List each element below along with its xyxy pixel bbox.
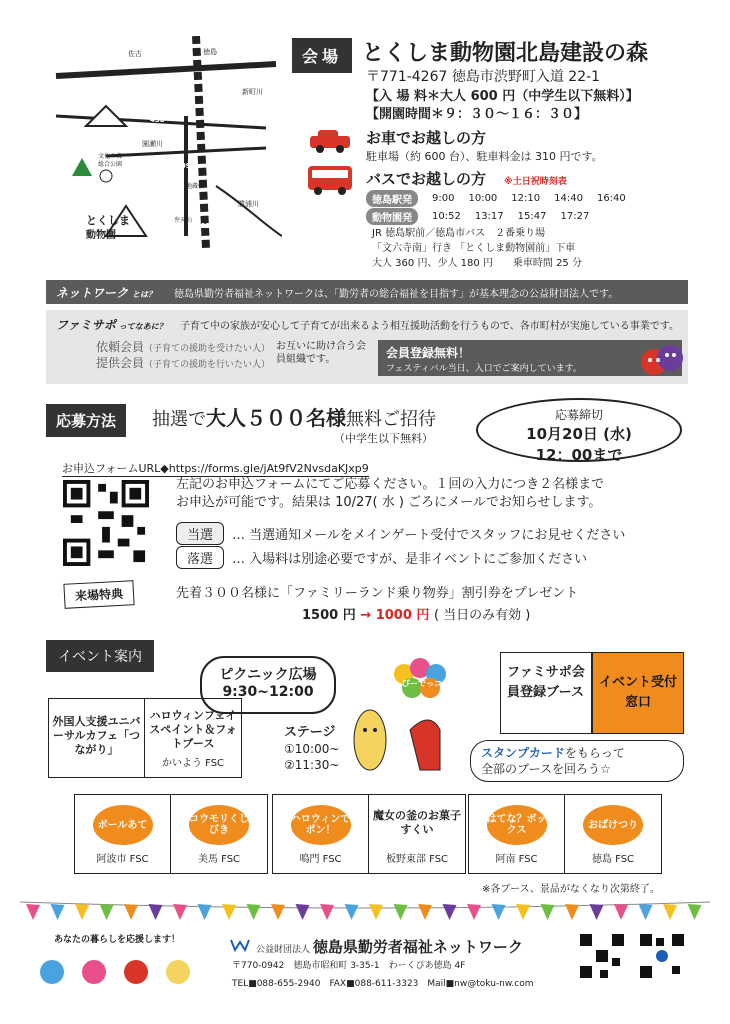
- bunting-flag: [467, 904, 481, 920]
- application-desc-line: 左記のお申込フォームにてご応募ください。１回の入力につき２名様まで: [176, 477, 605, 492]
- bus-time: 9:00: [432, 192, 455, 204]
- bus-info-line: 大人 360 円、少人 180 円 乗車時間 25 分: [372, 258, 582, 269]
- bus-timetable-row: [366, 190, 626, 206]
- famisapo-title: ファミサポ ってなあに？: [56, 318, 167, 332]
- booth-group: [74, 794, 268, 874]
- stage-title: ステージ: [284, 725, 336, 740]
- bus-timetable-row: [366, 208, 589, 224]
- bunting-flag: [320, 904, 334, 920]
- booth-item: [75, 795, 171, 873]
- deadline-head: 応募締切: [554, 408, 603, 422]
- bus-time: 16:40: [596, 192, 626, 204]
- pumpkin-icon: ハロウィンでポン！: [291, 805, 351, 845]
- win-text: … 当選通知メールをメインゲート受付でスタッフにお見せください: [232, 528, 626, 543]
- bunting-flag: [271, 904, 285, 920]
- car-icon: [308, 128, 352, 154]
- stage-time: ②11:30~: [284, 758, 340, 772]
- deadline-time: 12：00まで: [535, 446, 623, 464]
- bus-time: 15:47: [517, 210, 547, 222]
- bunting-flag: [100, 904, 114, 920]
- svg-text:212: 212: [196, 222, 211, 230]
- bunting-flag: [198, 904, 212, 920]
- svg-text:弁天山: 弁天山: [174, 217, 193, 224]
- svg-text:438: 438: [150, 116, 165, 124]
- bunting-flag: [296, 904, 310, 920]
- famisapo-role-requester: 依頼会員（子育ての援助を受けたい人）: [96, 340, 271, 354]
- svg-text:JR 徳島: JR 徳島: [194, 48, 218, 56]
- svg-text:園瀬川: 園瀬川: [142, 140, 163, 148]
- booth-group: [468, 794, 662, 874]
- booth-cafe: 外国人支援ユニバーサルカフェ「つながり」: [49, 699, 145, 777]
- bunting-flag: [663, 904, 677, 920]
- svg-text:勝浦川: 勝浦川: [238, 200, 259, 208]
- booth-item: [469, 795, 565, 873]
- picnic-title: ピクニック広場: [219, 667, 317, 683]
- network-band: [46, 280, 688, 304]
- bus-time: 14:40: [554, 192, 583, 204]
- registration-box: [378, 340, 682, 376]
- lose-tag: 落選: [176, 546, 224, 569]
- svg-text:55: 55: [222, 154, 232, 162]
- pumpkin-icon: はてな？ボックス: [487, 805, 547, 845]
- bunting-flag: [590, 904, 604, 920]
- svg-text:文化の森: 文化の森: [98, 153, 123, 160]
- bus-stop: 動物園発: [366, 208, 418, 225]
- org-address: 〒770-0942 徳島市昭和町 3-35-1 わーくぴあ徳島 4F: [232, 961, 466, 971]
- bunting-flag: [516, 904, 530, 920]
- venue-fee: 【入 場 料＊大人 600 円（中学生以下無料）】: [366, 89, 639, 104]
- balloon-text: ぴーでっコ: [402, 679, 442, 688]
- bunting-flag: [75, 904, 89, 920]
- deadline-date: 10月20日 (水): [526, 425, 632, 443]
- svg-text:地蔵橋: 地蔵橋: [186, 183, 205, 190]
- deadline-bubble: [476, 398, 682, 462]
- bunting-flag: [149, 904, 163, 920]
- bunting-flag: [443, 904, 457, 920]
- bunting-flag: [565, 904, 579, 920]
- bonus-text: 先着３００名様に「ファミリーランド乗り物券」割引券をプレゼント: [176, 586, 579, 601]
- qr-code-icon[interactable]: [62, 480, 150, 566]
- application-tag: 応募方法: [46, 404, 126, 437]
- mascots-icon: [36, 946, 216, 990]
- registration-desc: フェスティバル当日、入口でご案内しています。: [386, 364, 582, 374]
- stage-time: ①10:00~: [284, 742, 340, 756]
- bunting-flag: [394, 904, 408, 920]
- booth-item: [565, 795, 661, 873]
- bus-info: [372, 226, 582, 271]
- mascot-icon: [638, 336, 684, 378]
- venue-address: 〒771-4267 徳島市渋野町入道 22-1: [366, 69, 601, 85]
- bunting-flag: [173, 904, 187, 920]
- venue-name: とくしま動物園北島建設の森: [362, 41, 649, 66]
- famisapo-mutual: お互いに助け合う会員組織です。: [276, 341, 366, 365]
- pumpkin-icon: おばけつり: [583, 805, 643, 845]
- bonus-tag: 来場特典: [63, 580, 134, 609]
- booth-note: ※各ブース、景品がなくなり次第終了。: [482, 884, 660, 895]
- bus-time: 12:10: [511, 192, 541, 204]
- famisapo-role-provider: 提供会員（子育ての援助を行いたい人）: [96, 356, 271, 370]
- bus-icon: [306, 164, 354, 196]
- venue-hours: 【開園時間＊９：３０～１６：３０】: [366, 107, 588, 122]
- booth-fsc: 阿南 FSC: [495, 854, 538, 865]
- form-url-link[interactable]: お申込フォームURL◆https://forms.gle/jAt9fV2NvsdaKJxp9: [62, 462, 369, 475]
- bunting-flag: [345, 904, 359, 920]
- bunting-flag: [51, 904, 65, 920]
- car-title: お車でお越しの方: [366, 129, 487, 147]
- bus-time: 10:52: [432, 210, 461, 222]
- bunting-flag: [247, 904, 261, 920]
- car-desc: 駐車場（約 600 台）、駐車料金は 310 円です。: [366, 150, 603, 163]
- org-contact: TEL■088-655-2940 FAX■088-611-3323 Mail■nw@toku-nw.com: [232, 979, 534, 989]
- bus-time: 13:17: [474, 210, 504, 222]
- bunting-flag: [26, 904, 40, 920]
- win-tag: 当選: [176, 522, 224, 545]
- booth-item: [369, 795, 465, 873]
- bus-stop: 徳島駅発: [366, 190, 418, 207]
- svg-text:佐古: 佐古: [128, 50, 142, 58]
- bunting-flag: [418, 904, 432, 920]
- svg-text:とくしま: とくしま: [86, 214, 130, 227]
- booth-fsc: 鳴門 FSC: [299, 854, 342, 865]
- famisapo-desc: 子育て中の家族が安心して子育てが出来るよう相互援助活動を行うもので、各市町村が実施している事業です。: [179, 321, 679, 332]
- booth-fsc: 板野東部 FSC: [385, 854, 449, 865]
- lose-text: … 入場料は別途必要ですが、是非イベントにご参加ください: [232, 552, 588, 567]
- bunting-flag: [541, 904, 555, 920]
- bunting-flag: [492, 904, 506, 920]
- booth-item: [273, 795, 369, 873]
- bus-note: ※土日祝時刻表: [504, 177, 567, 187]
- svg-text:新町川: 新町川: [242, 88, 263, 96]
- bunting-flag: [639, 904, 653, 920]
- booth-fsc: 美馬 FSC: [197, 854, 241, 865]
- booth-item: [171, 795, 267, 873]
- support-slogan: あなたの暮らしを応援します！: [54, 935, 181, 945]
- network-title: ネットワーク とは？: [56, 285, 157, 300]
- bunting-flag: [124, 904, 138, 920]
- qr-code-icon[interactable]: [580, 934, 624, 978]
- stamp-card-note: スタンプカードをもらって 全部のブースを回ろう☆: [470, 740, 684, 782]
- booth-name: 魔女の釜のお菓子すくい: [373, 809, 461, 836]
- characters-icon: [340, 700, 460, 780]
- access-map: [46, 36, 282, 248]
- qr-code-icon[interactable]: [640, 934, 684, 978]
- pumpkin-icon: コウモリくじびき: [189, 805, 249, 845]
- bus-time: 17:27: [560, 210, 590, 222]
- bus-time: 10:00: [468, 192, 498, 204]
- booth-facepaint: ハロウィンフェイスペイント＆フォトブース かいよう FSC: [149, 709, 237, 769]
- bunting-flag: [369, 904, 383, 920]
- booth-fsc: 阿波市 FSC: [96, 854, 149, 865]
- bus-title: バスでお越しの方: [366, 170, 487, 188]
- event-reception-box: イベント受付窓口: [592, 652, 684, 734]
- application-lead: 抽選で大人５００名様無料ご招待: [152, 406, 436, 430]
- svg-text:総合公園: 総合公園: [98, 161, 123, 168]
- application-sub: （中学生以下無料）: [334, 432, 433, 445]
- org-name: 公益財団法人 徳島県勤労者福祉ネットワーク: [256, 938, 523, 956]
- bonus-price: 1500 円 → 1000 円 ( 当日のみ有効 ): [302, 608, 531, 623]
- bunting-flag: [222, 904, 236, 920]
- bunting-flag: [614, 904, 628, 920]
- bus-info-line: 「文六寺南」行き 「とくしま動物園前」下車: [372, 243, 576, 254]
- booth-fsc: 徳島 FSC: [591, 854, 635, 865]
- svg-text:192: 192: [106, 76, 121, 84]
- org-logo-icon: [230, 938, 250, 952]
- famisapo-booth-box: ファミサポ会員登録ブース: [500, 652, 592, 734]
- stage-info: [284, 724, 339, 773]
- network-desc: 徳島県勤労者福祉ネットワークは、「勤労者の総合福祉を目指す」が基本理念の公益財団法人です。: [174, 288, 619, 300]
- famisapo-head: [56, 316, 679, 333]
- bunting-flag: [688, 904, 702, 920]
- svg-text:動物園: 動物園: [86, 230, 116, 241]
- events-tag: イベント案内: [46, 640, 154, 672]
- application-desc: [176, 476, 676, 512]
- booth-group: [272, 794, 466, 874]
- bus-info-line: JR 徳島駅前／徳島市バス ２番乗り場: [372, 228, 546, 239]
- bunting-decoration: [20, 898, 710, 924]
- application-desc-line: お申込が可能です。結果は 10/27( 水 ) ごろにメールでお知らせします。: [176, 495, 602, 510]
- picnic-hours: 9:30~12:00: [222, 684, 314, 700]
- registration-title: 会員登録無料！: [386, 346, 471, 360]
- booth-group-top: [48, 698, 242, 778]
- svg-text:209: 209: [176, 162, 191, 170]
- pumpkin-icon: ボールあて: [93, 805, 153, 845]
- venue-tag: 会場: [292, 38, 352, 73]
